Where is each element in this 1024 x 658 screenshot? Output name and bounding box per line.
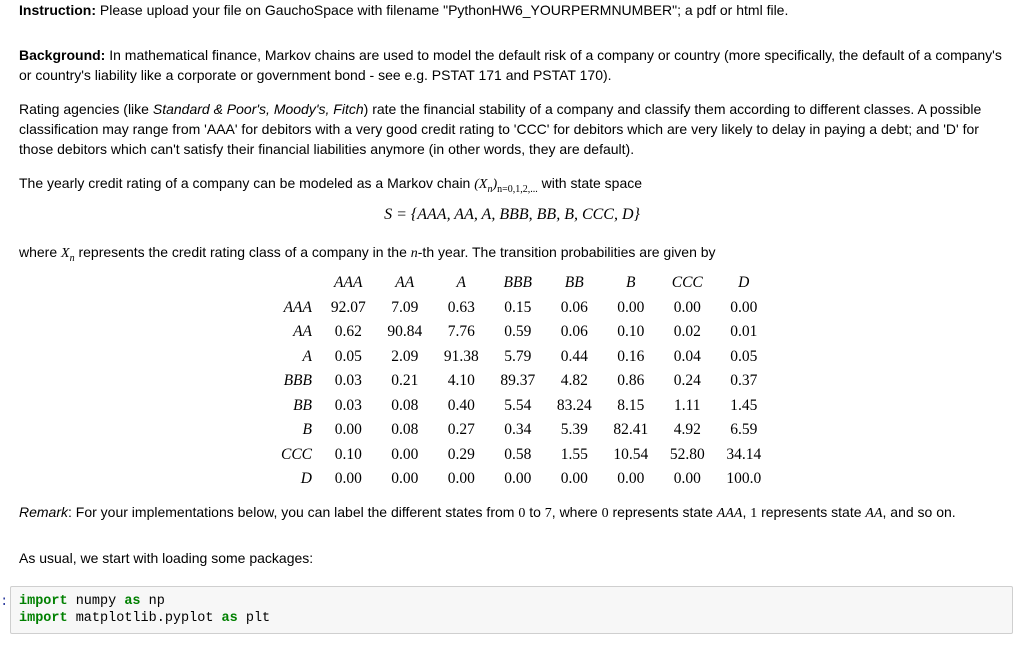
matrix-cell: 0.86 [617, 372, 645, 390]
matrix-row [264, 369, 772, 394]
matrix-row-header: CCC [280, 445, 312, 463]
matrix-row-header: BBB [283, 372, 312, 390]
matrix-cell: 90.84 [387, 323, 423, 341]
matrix-cell: 0.00 [673, 470, 701, 488]
matrix-cell: 4.82 [560, 372, 588, 390]
matrix-corner [264, 271, 320, 296]
matrix-cell: 0.00 [391, 445, 419, 463]
matrix-row-header: A [302, 347, 312, 365]
matrix-col-header: AA [395, 274, 415, 292]
matrix-row [264, 345, 772, 370]
remark-to: to [525, 504, 545, 520]
remark-mid1: , where [551, 504, 602, 520]
matrix-cell: 91.38 [443, 347, 479, 365]
markov-index: n=0,1,2,... [497, 183, 538, 195]
matrix-cell: 1.11 [673, 396, 701, 414]
matrix-row-header: BB [293, 396, 312, 414]
matrix-cell: 0.05 [334, 347, 362, 365]
matrix-cell: 0.02 [673, 323, 701, 341]
matrix-cell: 0.62 [334, 323, 362, 341]
where-x-letter: X [61, 246, 70, 261]
remark-aa: AA [865, 506, 883, 521]
matrix-row-header: AAA [283, 298, 312, 316]
matrix-cell: 1.45 [730, 396, 758, 414]
remark-mid2: represents state [608, 504, 717, 520]
matrix-cell: 4.92 [673, 421, 701, 439]
rating-pre: Rating agencies (like [19, 101, 153, 117]
matrix-cell: 0.00 [447, 470, 475, 488]
module-alias: np [140, 594, 165, 609]
remark-pre: : For your implementations below, you can label the different states from [68, 504, 519, 520]
matrix-cell: 2.09 [391, 347, 419, 365]
remark-seven: 7 [544, 506, 552, 521]
matrix-cell: 0.04 [673, 347, 701, 365]
matrix-row [264, 296, 772, 321]
matrix-row [264, 320, 772, 345]
matrix-cell: 5.39 [560, 421, 588, 439]
background-label: Background: [19, 47, 106, 63]
matrix-row [264, 418, 772, 443]
keyword-as: as [221, 611, 238, 626]
matrix-row-header: B [302, 421, 312, 439]
matrix-cell: 5.79 [504, 347, 532, 365]
code-line-1 [19, 594, 165, 609]
matrix-cell: 0.00 [617, 298, 645, 316]
instruction-paragraph [19, 0, 1009, 20]
remark-zero2: 0 [601, 506, 609, 521]
matrix-cell: 0.58 [504, 445, 532, 463]
matrix-body [264, 296, 772, 492]
matrix-col-header: AAA [334, 274, 363, 292]
matrix-cell: 6.59 [730, 421, 758, 439]
matrix-cell: 89.37 [500, 372, 536, 390]
rating-agencies: Standard & Poor's, Moody's, Fitch [152, 101, 364, 117]
matrix-cell: 0.05 [730, 347, 758, 365]
where-paragraph [19, 242, 1009, 269]
remark-mid3: , [742, 504, 751, 520]
matrix-cell: 0.00 [730, 298, 758, 316]
as-usual-text: As usual, we start with loading some packages: [19, 550, 314, 566]
keyword-import: import [19, 611, 68, 626]
background-text: In mathematical finance, Markov chains are used to model the default risk of a company or country (more specifically, the default of a company's or country's liability like a corporate or government bond - see e.g. PSTAT 171 and PSTAT 170). [19, 47, 1002, 83]
matrix-row-header: D [300, 470, 312, 488]
keyword-import: import [19, 594, 68, 609]
background-paragraph [19, 45, 1009, 85]
remark-post: , and so on. [882, 504, 956, 520]
matrix-col-header: B [626, 274, 636, 292]
transition-matrix [264, 271, 772, 492]
matrix-col-header: D [738, 274, 750, 292]
matrix-cell: 7.09 [391, 298, 419, 316]
matrix-cell: 0.40 [447, 396, 475, 414]
where-post: -th year. The transition probabilities are given by [417, 244, 716, 260]
matrix-cell: 0.00 [504, 470, 532, 488]
matrix-cell: 52.80 [669, 445, 705, 463]
matrix-cell: 0.34 [504, 421, 532, 439]
markov-chain-sub: n [487, 183, 493, 195]
matrix-cell: 0.00 [334, 421, 362, 439]
cell-prompt: : [0, 594, 9, 610]
markov-chain [474, 177, 538, 195]
matrix-cell: 8.15 [617, 396, 645, 414]
module-name: numpy [67, 594, 125, 609]
matrix-cell: 0.03 [334, 396, 362, 414]
matrix-cell: 0.08 [391, 396, 419, 414]
matrix-cell: 0.27 [447, 421, 475, 439]
keyword-as: as [124, 594, 141, 609]
matrix-cell: 0.08 [391, 421, 419, 439]
instruction-text: Please upload your file on GauchoSpace with filename "PythonHW6_YOURPERMNUMBER"; a pdf or html file. [96, 2, 789, 18]
matrix-cell: 0.16 [617, 347, 645, 365]
rating-post: ) rate the financial stability of a company and classify them according to different classes. A possible classification may range from 'AAA' for debitors with a very good credit rating to 'CCC' for debitors which are very likely to delay in paying a debt; and 'D' for those debitors which can't satisfy their financial liabilities anymore (in other words, they are default). [19, 101, 982, 157]
remark-zero: 0 [518, 506, 526, 521]
matrix-row [264, 443, 772, 468]
where-x [61, 246, 75, 264]
matrix-cell: 4.10 [447, 372, 475, 390]
matrix-row [264, 467, 772, 492]
remark-one: 1 [750, 506, 758, 521]
code-line-2 [19, 611, 270, 626]
matrix-cell: 0.24 [673, 372, 701, 390]
markov-pre: The yearly credit rating of a company can be modeled as a Markov chain [19, 175, 475, 191]
module-name: matplotlib.pyplot [67, 611, 222, 626]
matrix-col-header: BBB [503, 274, 532, 292]
matrix-cell: 0.59 [504, 323, 532, 341]
matrix-cell: 0.06 [560, 323, 588, 341]
matrix-header-row [264, 271, 772, 296]
matrix-cell: 0.44 [560, 347, 588, 365]
matrix-cell: 0.29 [447, 445, 475, 463]
matrix-col-header: BB [564, 274, 584, 292]
matrix-cell: 10.54 [613, 445, 649, 463]
matrix-cell: 0.01 [730, 323, 758, 341]
module-alias: plt [237, 611, 271, 626]
remark-mid4: represents state [757, 504, 866, 520]
markov-paragraph [19, 173, 1009, 200]
matrix-cell: 82.41 [613, 421, 649, 439]
markov-chain-open: (X [474, 177, 488, 192]
matrix-cell: 0.00 [560, 470, 588, 488]
matrix-cell: 0.00 [334, 470, 362, 488]
markov-chain-close: ) [492, 177, 498, 192]
matrix-cell: 0.15 [504, 298, 532, 316]
where-mid: represents the credit rating class of a company in the [74, 244, 411, 260]
where-x-sub: n [69, 252, 75, 264]
matrix-cell: 83.24 [556, 396, 592, 414]
matrix-cell: 0.21 [391, 372, 419, 390]
matrix-cell: 7.76 [447, 323, 475, 341]
matrix-cell: 1.55 [560, 445, 588, 463]
matrix-row-header: AA [293, 323, 312, 341]
matrix-cell: 0.06 [560, 298, 588, 316]
matrix-cell: 0.00 [617, 470, 645, 488]
matrix-col-header: CCC [671, 274, 703, 292]
matrix-cell: 0.00 [673, 298, 701, 316]
matrix-col-header: A [456, 274, 466, 292]
matrix-cell: 5.54 [504, 396, 532, 414]
rating-paragraph [19, 99, 1009, 159]
matrix-cell: 92.07 [330, 298, 366, 316]
remark-aaa: AAA [716, 506, 743, 521]
remark-label: Remark [19, 504, 69, 520]
matrix-row [264, 394, 772, 419]
where-pre: where [19, 244, 62, 260]
matrix-cell: 0.00 [391, 470, 419, 488]
matrix-cell: 34.14 [726, 445, 762, 463]
matrix-cell: 0.10 [617, 323, 645, 341]
code-cell[interactable] [10, 586, 1013, 634]
state-space-formula: S = {AAA, AA, A, BBB, BB, B, CCC, D} [384, 206, 640, 223]
matrix-cell: 0.37 [730, 372, 758, 390]
matrix-cell: 100.0 [726, 470, 762, 488]
markov-post: with state space [537, 175, 643, 191]
where-n: n [410, 246, 418, 261]
matrix-cell: 0.63 [447, 298, 475, 316]
matrix-cell: 0.03 [334, 372, 362, 390]
matrix-cell: 0.10 [334, 445, 362, 463]
remark-paragraph [19, 502, 1009, 524]
instruction-label: Instruction: [19, 2, 96, 18]
